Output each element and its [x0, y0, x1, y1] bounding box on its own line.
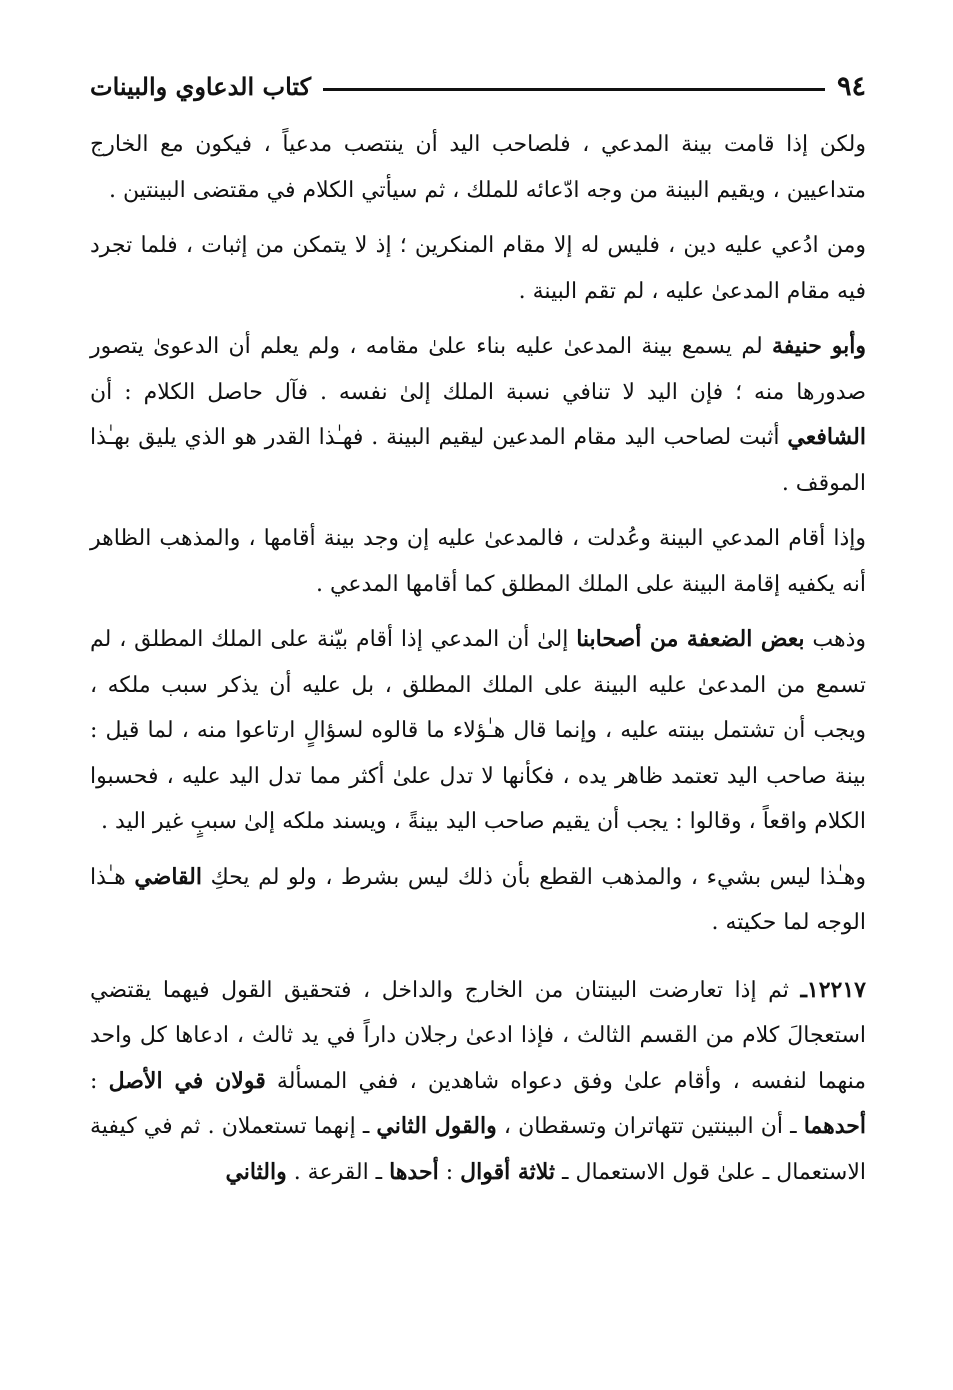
paragraph-7-text-2: :: [90, 1068, 109, 1094]
paragraph-3: [90, 324, 866, 506]
bold-phrase-one-of-them: أحدها: [389, 1158, 439, 1185]
bold-phrase-some-weak: بعض الضعفة من أصحابنا: [576, 626, 805, 652]
bold-phrase-two-opinions: قولان في الأصل: [108, 1067, 266, 1094]
paragraph-7-text-1: ثم إذا تعارضت البينتان من الخارج والداخل ، فتحقيق القول فيهما يقتضي استعجالَ كلام من القسم الثالث ، فإذا ادعىٰ رجلان داراً في يد ثالث ، ادعاها كل واحد منهما لنفسه ، وأقام علىٰ وفق دعواه شاهدين ، ففي المسألة: [90, 977, 867, 1094]
paragraph-5: [90, 617, 866, 845]
page-header: [90, 68, 866, 104]
bold-name-shafii: الشافعي: [787, 424, 866, 450]
bold-name-abu-hanifa: وأبو حنيفة: [772, 333, 866, 359]
paragraph-6-text-1: وهـٰذا ليس بشيء ، والمذهب القطع بأن ذلك ليس بشرط ، ولو لم يحكِ: [202, 864, 867, 890]
section-number: ١٢٢١٧ـ: [800, 976, 866, 1003]
paragraph-7-text-6: ـ القرعة .: [286, 1159, 390, 1185]
paragraph-2: ومن ادُعي عليه دين ، فليس له إلا مقام المنكرين ؛ إذ لا يتمكن من إثبات ، فلما تجرد فيه مقام المدعىٰ عليه ، لم تقم البينة .: [90, 233, 866, 304]
paragraph-7-text-5: :: [438, 1159, 461, 1185]
paragraph-6-text-2: هـٰذا الوجه لما حكيته .: [90, 864, 866, 935]
paragraph-3-text-2: أثبت لصاحب اليد مقام المدعين ليقيم البينة . فهـٰذا القدر هو الذي يليق بهـٰذا الموقف .: [90, 425, 866, 496]
paragraph-5-text-2: إلىٰ أن المدعي إذا أقام بيّنة على الملك المطلق ، لم تسمع من المدعىٰ عليه البينة على الملك المطلق ، بل عليه أن يذكر سبب ملكه ، ويجب أن تشتمل بينته عليه ، وإنما قال هـٰؤلاء ما قالوه لسؤالٍ ارتاعوا منه ، لما قيل : بينة صاحب اليد تعتمد ظاهر يده ، فكأنها لا تدل علىٰ أكثر مما تدل اليد عليه ، فحسبوا الكلام واقعاً ، وقالوا : يجب أن يقيم صاحب اليد بينةً ، ويسند ملكه إلىٰ سببٍ غير اليد .: [90, 627, 866, 834]
paragraph-4: وإذا أقام المدعي البينة وعُدلت ، فالمدعىٰ عليه إن وجد بينة أقامها ، والمذهب الظاهر أنه يكفيه إقامة البينة على الملك المطلق كما أقامها المدعي .: [90, 526, 866, 597]
bold-phrase-the-second: والثاني: [225, 1158, 287, 1185]
paragraph-6: [90, 855, 866, 946]
bold-name-qadi: القاضي: [134, 863, 202, 890]
paragraph-7-text-3: ـ أن البينتين تتهاتران وتسقطان ،: [496, 1114, 804, 1139]
page-number: ٩٤: [836, 70, 866, 102]
paragraph-7: [90, 968, 866, 1196]
paragraph-3-text-1: لم يسمع بينة المدعىٰ عليه بناء علىٰ مقامه ، ولم يعلم أن الدعوىٰ يتصور صدورها منه ؛ فإن اليد لا تنافي نسبة الملك إلىٰ نفسه . فآل حاصل الكلام : أن: [90, 334, 866, 405]
book-title: كتاب الدعاوي والبينات: [90, 71, 312, 101]
bold-phrase-three-opinions: ثلاثة أقوال: [460, 1158, 556, 1185]
bold-phrase-second-opinion: والقول الثاني: [376, 1113, 497, 1139]
bold-phrase-first: أحدهما: [803, 1113, 866, 1139]
paragraph-7-text-4: ـ إنهما تستعملان . ثم في كيفية الاستعمال ـ علىٰ قول الاستعمال ـ: [90, 1114, 866, 1185]
header-rule: [323, 88, 825, 91]
paragraph-1: ولكن إذا قامت بينة المدعي ، فلصاحب اليد أن ينتصب مدعياً ، فيكون مع الخارج متداعيين ، ويقيم البينة من وجه ادّعائه للملك ، ثم سيأتي الكلام في مقتضى البينتين .: [90, 132, 866, 203]
paragraph-5-text-1: وذهب: [804, 627, 866, 652]
book-page: [90, 68, 866, 1195]
